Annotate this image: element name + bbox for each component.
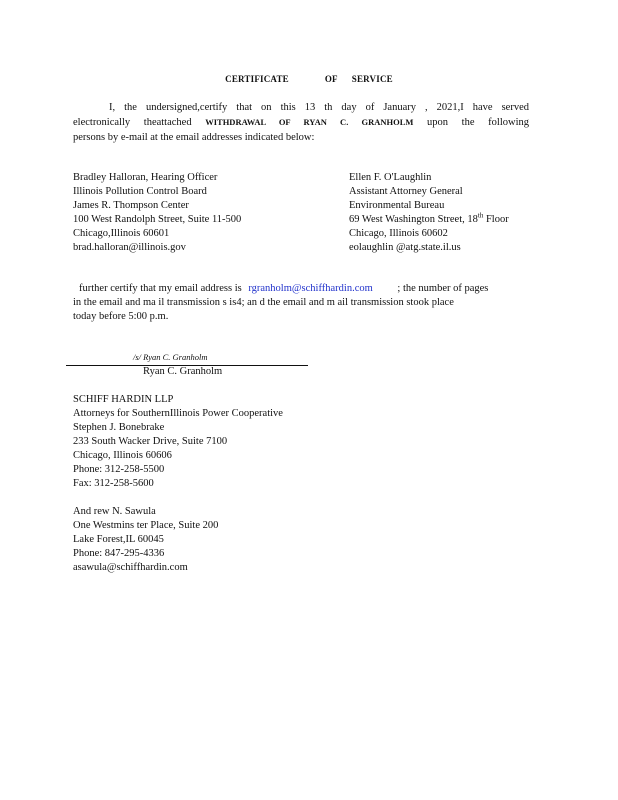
recipient-left-street: 100 West Randolph Street, Suite 11-500 [73, 214, 242, 225]
recipient-left-org: Illinois Pollution Control Board [73, 186, 207, 197]
intro-line-3: persons by e-mail at the email addresses indicated below: [73, 132, 315, 143]
title-word-of: OF [324, 74, 338, 84]
electronic-signature: /s/ Ryan C. Granholm [133, 352, 208, 362]
title-word-certificate: CERTIFICATE [225, 74, 289, 84]
certify-paragraph [73, 282, 488, 324]
signer-printed-name: Ryan C. Granholm [143, 366, 223, 377]
intro-line-2-pre: electronically theattached [73, 117, 192, 128]
recipient-right-street-post: Floor [485, 214, 509, 225]
spacer [73, 491, 283, 505]
attorney-2-city: Lake Forest,IL 60045 [73, 534, 164, 545]
certify-line-1 [73, 282, 488, 296]
firm-name: SCHIFF HARDIN LLP [73, 394, 174, 405]
recipient-right-email: eolaughlin @atg.state.il.us [349, 242, 461, 253]
attorney-2-address: One Westmins ter Place, Suite 200 [73, 520, 219, 531]
attorney-1-phone: Phone: 312-258-5500 [73, 464, 165, 475]
title-word-service: SERVICE [351, 74, 393, 84]
email-link[interactable]: rgranholm@schiffhardin.com [248, 283, 373, 294]
attorney-2-name: And rew N. Sawula [73, 506, 156, 517]
intro-line-2-post: upon the following [427, 117, 529, 128]
recipient-left-email: brad.halloran@illinois.gov [73, 242, 186, 253]
certify-line-3: today before 5:00 p.m. [73, 311, 169, 322]
recipient-left [73, 171, 241, 255]
recipient-right-title: Assistant Attorney General [349, 186, 463, 197]
certify-line-1-pre: further certify that my email address is [79, 283, 242, 294]
certify-line-2: in the email and ma il transmission s is4; an d the email and m ail transmission stook place [73, 297, 454, 308]
recipient-right-city: Chicago, Illinois 60602 [349, 228, 448, 239]
firm-block [73, 393, 283, 575]
recipient-right-street-sup: th [477, 211, 484, 220]
recipient-left-name: Bradley Halloran, Hearing Officer [73, 172, 218, 183]
document-caps-title: WITHDRAWAL OF RYAN C. GRANHOLM [205, 117, 414, 127]
recipient-right-bureau: Environmental Bureau [349, 200, 445, 211]
recipient-left-city: Chicago,Illinois 60601 [73, 228, 170, 239]
recipient-right [349, 171, 509, 255]
attorney-2-phone: Phone: 847-295-4336 [73, 548, 165, 559]
recipient-right-street [349, 213, 509, 227]
firm-role: Attorneys for SouthernIllinois Power Cooperative [73, 408, 283, 419]
attorney-2-email: asawula@schiffhardin.com [73, 562, 188, 573]
certify-line-1-post: ; the number of pages [397, 283, 489, 294]
attorney-1-city: Chicago, Illinois 60606 [73, 450, 172, 461]
recipient-right-street-pre: 69 West Washington Street, 18 [349, 214, 478, 225]
recipient-right-name: Ellen F. O'Laughlin [349, 172, 432, 183]
attorney-1-fax: Fax: 312-258-5600 [73, 478, 154, 489]
intro-line-2 [73, 115, 529, 130]
recipient-left-building: James R. Thompson Center [73, 200, 189, 211]
attorney-1-address: 233 South Wacker Drive, Suite 7100 [73, 436, 228, 447]
document-title [0, 74, 618, 84]
attorney-1-name: Stephen J. Bonebrake [73, 422, 165, 433]
intro-line-1: I, the undersigned,certify that on this 13 th day of January , 2021,I have served [109, 102, 529, 113]
intro-paragraph [73, 100, 529, 145]
